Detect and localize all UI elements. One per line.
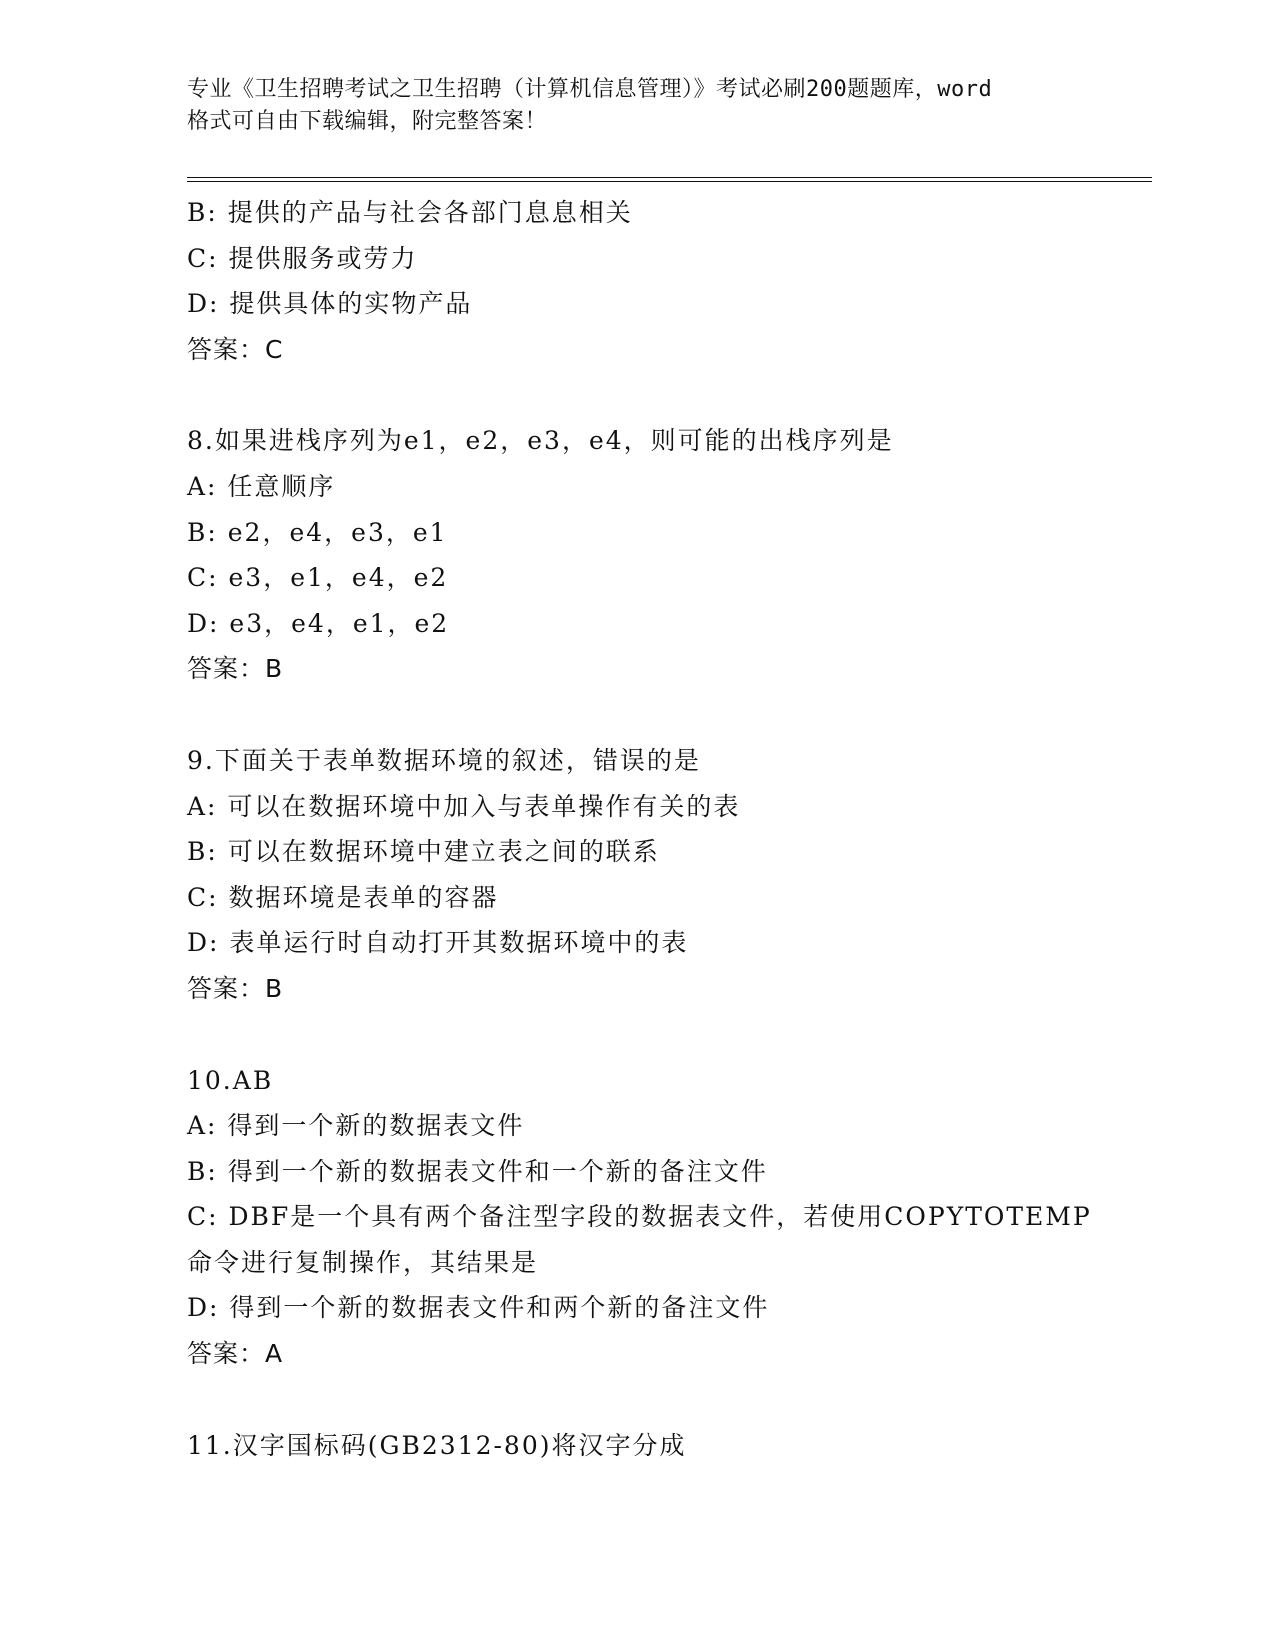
option-c: C: 数据环境是表单的容器 — [187, 882, 499, 912]
spacer — [187, 372, 1087, 418]
question-title: 9.下面关于表单数据环境的叙述，错误的是 — [187, 745, 701, 775]
header-line-1: 专业《卫生招聘考试之卫生招聘（计算机信息管理）》考试必刷200题题库，word — [187, 77, 993, 102]
option-c-continued: 命令进行复制操作，其结果是 — [187, 1247, 539, 1277]
answer-line: 答案：C — [187, 334, 284, 364]
header-divider-thin — [187, 181, 1152, 182]
header-divider-thick — [187, 177, 1152, 178]
option-b: B: 可以在数据环境中建立表之间的联系 — [187, 837, 660, 867]
document-header — [187, 74, 1087, 138]
question-9 — [187, 738, 1087, 1012]
answer-line: 答案：B — [187, 654, 284, 684]
option-c: C: 提供服务或劳力 — [187, 243, 418, 273]
question-title: 10.AB — [187, 1065, 274, 1095]
spacer — [187, 692, 1087, 738]
question-title: 8.如果进栈序列为e1，e2，e3，e4，则可能的出栈序列是 — [187, 426, 894, 456]
question-title: 11.汉字国标码(GB2312-80)将汉字分成 — [187, 1430, 687, 1460]
option-b: B: 提供的产品与社会各部门息息相关 — [187, 198, 633, 227]
spacer — [187, 1377, 1087, 1423]
spacer — [187, 1012, 1087, 1058]
option-a: A: 可以在数据环境中加入与表单操作有关的表 — [187, 791, 741, 821]
option-d: D: e3，e4，e1，e2 — [187, 608, 450, 638]
answer-line: 答案：A — [187, 1339, 284, 1369]
question-7 — [187, 190, 1087, 372]
question-10 — [187, 1058, 1092, 1377]
header-line-2: 格式可自由下载编辑，附完整答案！ — [187, 109, 548, 134]
option-a: A: 得到一个新的数据表文件 — [187, 1111, 525, 1141]
question-8 — [187, 418, 1087, 692]
option-b: B: e2，e4，e3，e1 — [187, 517, 448, 547]
option-d: D: 得到一个新的数据表文件和两个新的备注文件 — [187, 1293, 770, 1323]
option-a: A: 任意顺序 — [187, 471, 336, 501]
option-d: D: 提供具体的实物产品 — [187, 289, 473, 319]
option-c: C: e3，e1，e4，e2 — [187, 563, 449, 593]
option-d: D: 表单运行时自动打开其数据环境中的表 — [187, 928, 689, 958]
question-list — [187, 190, 1092, 1468]
answer-line: 答案：B — [187, 973, 284, 1003]
question-11 — [187, 1423, 1087, 1469]
option-c: C: DBF是一个具有两个备注型字段的数据表文件，若使用COPYTOTEMP — [187, 1202, 1092, 1232]
option-b: B: 得到一个新的数据表文件和一个新的备注文件 — [187, 1156, 768, 1186]
